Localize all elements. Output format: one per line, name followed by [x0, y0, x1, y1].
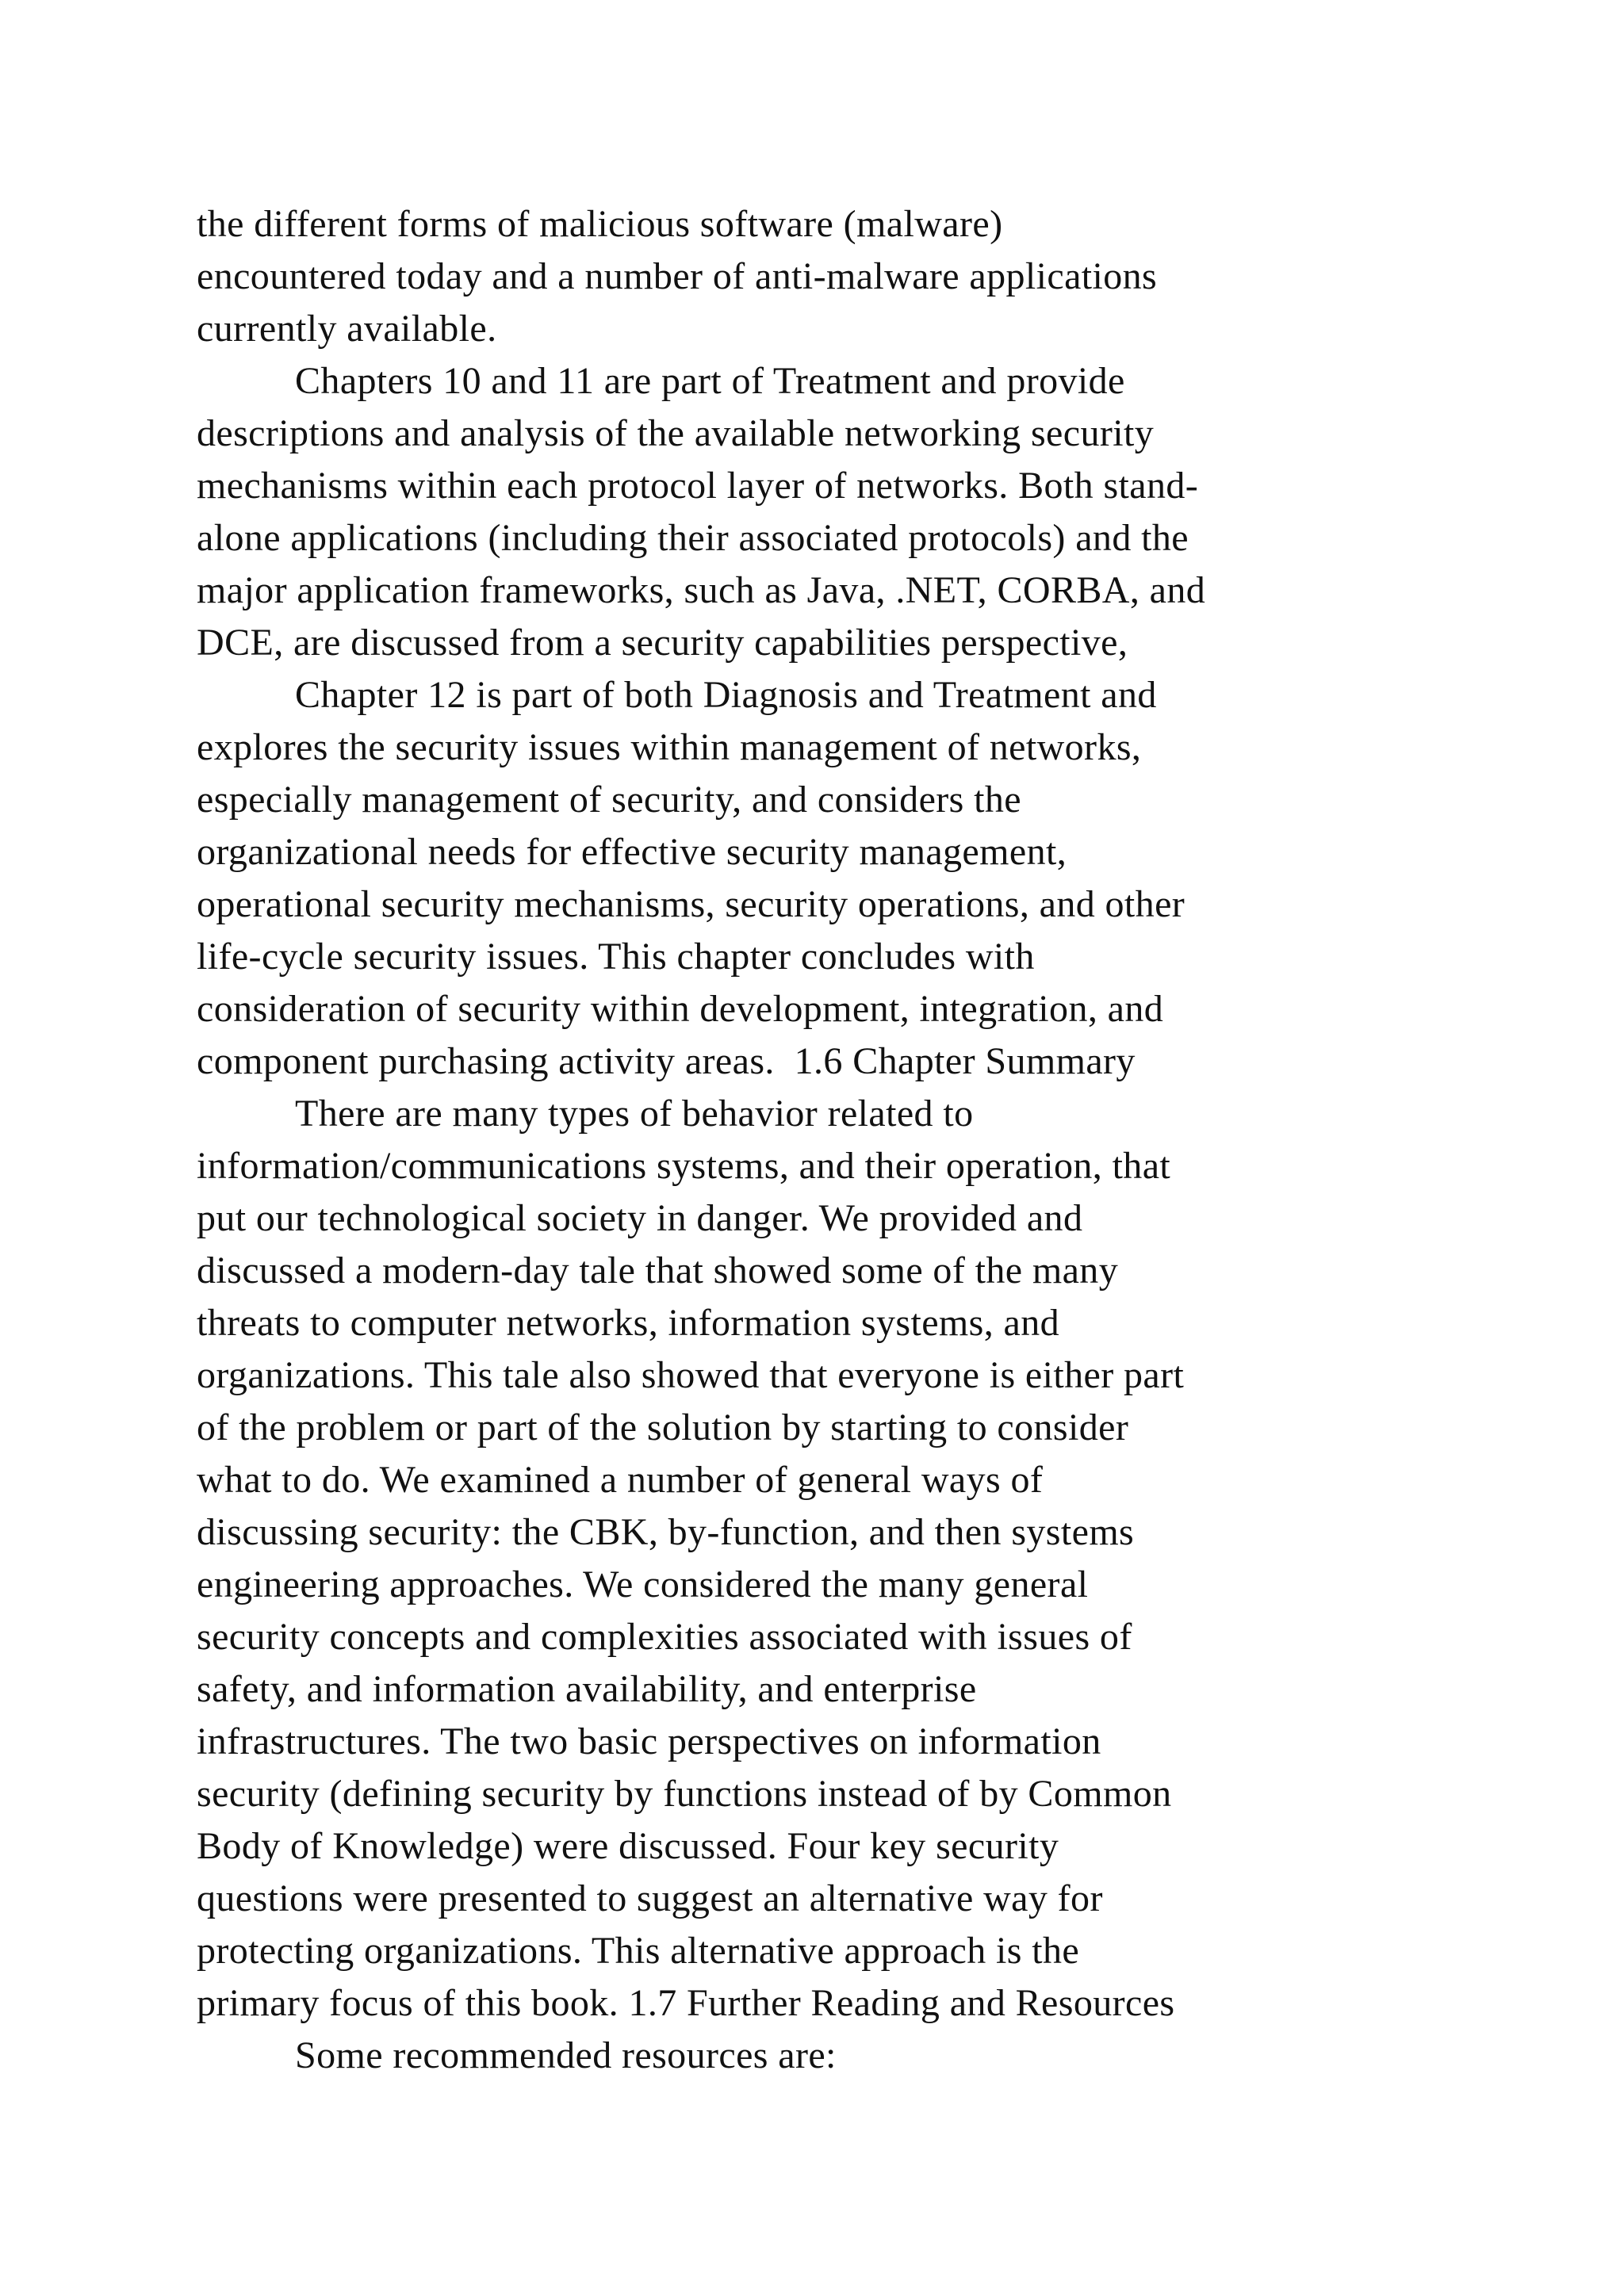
- text-line: primary focus of this book. 1.7 Further Reading and Resources: [197, 1982, 1175, 2024]
- text-line: Some recommended resources are:: [295, 2034, 837, 2076]
- text-line: threats to computer networks, information systems, and: [197, 1302, 1060, 1344]
- text-line: safety, and information availability, and enterprise: [197, 1668, 977, 1710]
- text-line: life-cycle security issues. This chapter concludes with: [197, 936, 1035, 978]
- text-line: questions were presented to suggest an alternative way for: [197, 1877, 1103, 1919]
- text-line: encountered today and a number of anti-malware applications: [197, 255, 1158, 297]
- text-line: Body of Knowledge) were discussed. Four key security: [197, 1825, 1059, 1867]
- text-line: engineering approaches. We considered the many general: [197, 1563, 1089, 1605]
- text-line: mechanisms within each protocol layer of networks. Both stand-: [197, 465, 1199, 507]
- text-line: descriptions and analysis of the available networking security: [197, 412, 1155, 454]
- text-line: protecting organizations. This alternative approach is the: [197, 1930, 1080, 1972]
- text-line: put our technological society in danger. We provided and: [197, 1197, 1083, 1239]
- text-line: discussed a modern-day tale that showed some of the many: [197, 1249, 1119, 1292]
- text-line: information/communications systems, and their operation, that: [197, 1145, 1171, 1187]
- document-body-text: [197, 198, 1465, 2082]
- text-line: of the problem or part of the solution by starting to consider: [197, 1406, 1129, 1448]
- text-line: security concepts and complexities associated with issues of: [197, 1616, 1132, 1658]
- text-line: operational security mechanisms, security operations, and other: [197, 883, 1185, 925]
- text-line: DCE, are discussed from a security capabilities perspective,: [197, 622, 1128, 664]
- text-line: There are many types of behavior related to: [295, 1093, 974, 1135]
- text-line: component purchasing activity areas. 1.6 Chapter Summary: [197, 1040, 1136, 1082]
- text-line: the different forms of malicious software (malware): [197, 203, 1003, 245]
- text-line: major application frameworks, such as Java, .NET, CORBA, and: [197, 569, 1206, 611]
- text-line: discussing security: the CBK, by-function, and then systems: [197, 1511, 1135, 1553]
- text-line: consideration of security within development, integration, and: [197, 988, 1164, 1030]
- text-line: Chapter 12 is part of both Diagnosis and Treatment and: [295, 674, 1157, 716]
- text-line: alone applications (including their associated protocols) and the: [197, 517, 1189, 559]
- text-line: Chapters 10 and 11 are part of Treatment and provide: [295, 360, 1125, 402]
- text-line: explores the security issues within management of networks,: [197, 726, 1142, 768]
- text-line: organizations. This tale also showed that everyone is either part: [197, 1354, 1185, 1396]
- text-line: especially management of security, and considers the: [197, 779, 1021, 821]
- text-line: organizational needs for effective security management,: [197, 831, 1067, 873]
- text-line: infrastructures. The two basic perspectives on information: [197, 1720, 1101, 1762]
- text-line: security (defining security by functions instead of by Common: [197, 1773, 1172, 1815]
- text-line: currently available.: [197, 308, 497, 350]
- text-line: what to do. We examined a number of general ways of: [197, 1459, 1044, 1501]
